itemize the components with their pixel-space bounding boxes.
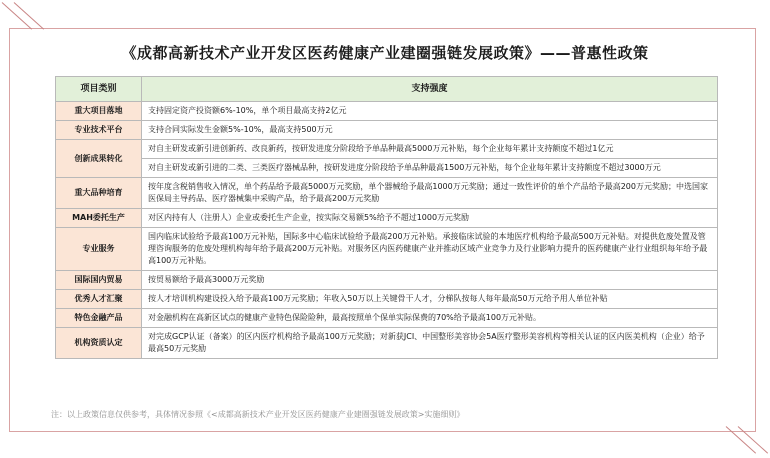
table-row xyxy=(56,271,718,290)
category-cell: 国际国内贸易 xyxy=(56,271,142,290)
header-category: 项目类别 xyxy=(56,77,142,102)
table-header-row xyxy=(56,77,718,102)
support-cell: 国内临床试验给予最高100万元补贴，国际多中心临床试验给予最高200万元补贴。承接临床试验的本地医疗机构给予最高500万元补贴。对提供危废处置及管理咨询服务的危废处理机构每年给予最高200万元补贴。对服务区内医药健康产业并推动区域产业竞争力及行业影响力提升的医药健康产业行业组织每年给予最高100万元补贴。 xyxy=(142,228,718,271)
table-row xyxy=(56,290,718,309)
support-cell: 支持合同实际发生金额5%-10%，最高支持500万元 xyxy=(142,121,718,140)
table-row xyxy=(56,121,718,140)
category-cell: 重大项目落地 xyxy=(56,102,142,121)
table-row xyxy=(56,309,718,328)
table-row xyxy=(56,102,718,121)
support-cell: 对区内持有人（注册人）企业或委托生产企业，按实际交易额5%给予不超过1000万元奖励 xyxy=(142,209,718,228)
support-cell: 按年度含税销售收入情况，单个药品给予最高5000万元奖励，单个器械给予最高1000万元奖励；通过一致性评价的单个产品给予最高200万元奖励；中选国家医保局主导药品、医疗器械集中采购产品，给予最高200万元奖励 xyxy=(142,178,718,209)
policy-table xyxy=(55,76,718,359)
table-row xyxy=(56,178,718,209)
support-cell: 对金融机构在高新区试点的健康产业特色保险险种，最高按照单个保单实际保费的70%给予最高100万元补贴。 xyxy=(142,309,718,328)
header-support: 支持强度 xyxy=(142,77,718,102)
category-cell: MAH委托生产 xyxy=(56,209,142,228)
support-cell: 对自主研发或新引进的二类、三类医疗器械品种，按研发进度分阶段给予单品种最高1500万元补贴，每个企业每年累计支持额度不超过3000万元 xyxy=(142,159,718,178)
support-cell: 按人才培训机构建设投入给予最高100万元奖励；年收入50万以上关键骨干人才，分梯队按每人每年最高50万元给予用人单位补贴 xyxy=(142,290,718,309)
table-row xyxy=(56,140,718,159)
category-cell: 专业技术平台 xyxy=(56,121,142,140)
support-cell: 按贸易额给予最高3000万元奖励 xyxy=(142,271,718,290)
category-cell: 特色金融产品 xyxy=(56,309,142,328)
support-cell: 支持固定资产投资额6%-10%，单个项目最高支持2亿元 xyxy=(142,102,718,121)
table-row xyxy=(56,328,718,359)
category-cell: 机构资质认定 xyxy=(56,328,142,359)
table-row xyxy=(56,159,718,178)
page-title: 《成都高新技术产业开发区医药健康产业建圈强链发展政策》——普惠性政策 xyxy=(121,44,649,62)
category-cell: 专业服务 xyxy=(56,228,142,271)
category-cell: 重大品种培育 xyxy=(56,178,142,209)
table-row xyxy=(56,209,718,228)
footnote: 注：以上政策信息仅供参考，具体情况参照《<成都高新技术产业开发区医药健康产业建圈强链发展政策>实施细则》 xyxy=(51,410,465,419)
category-cell: 创新成果转化 xyxy=(56,140,142,178)
support-cell: 对完成GCP认证（备案）的区内医疗机构给予最高100万元奖励；对新获JCI、中国整形美容协会5A医疗整形美容机构等相关认证的区内医美机构（企业）给予最高50万元奖励 xyxy=(142,328,718,359)
category-cell: 优秀人才汇聚 xyxy=(56,290,142,309)
table-row xyxy=(56,228,718,271)
support-cell: 对自主研发或新引进创新药、改良新药，按研发进度分阶段给予单品种最高5000万元补贴，每个企业每年累计支持额度不超过1亿元 xyxy=(142,140,718,159)
